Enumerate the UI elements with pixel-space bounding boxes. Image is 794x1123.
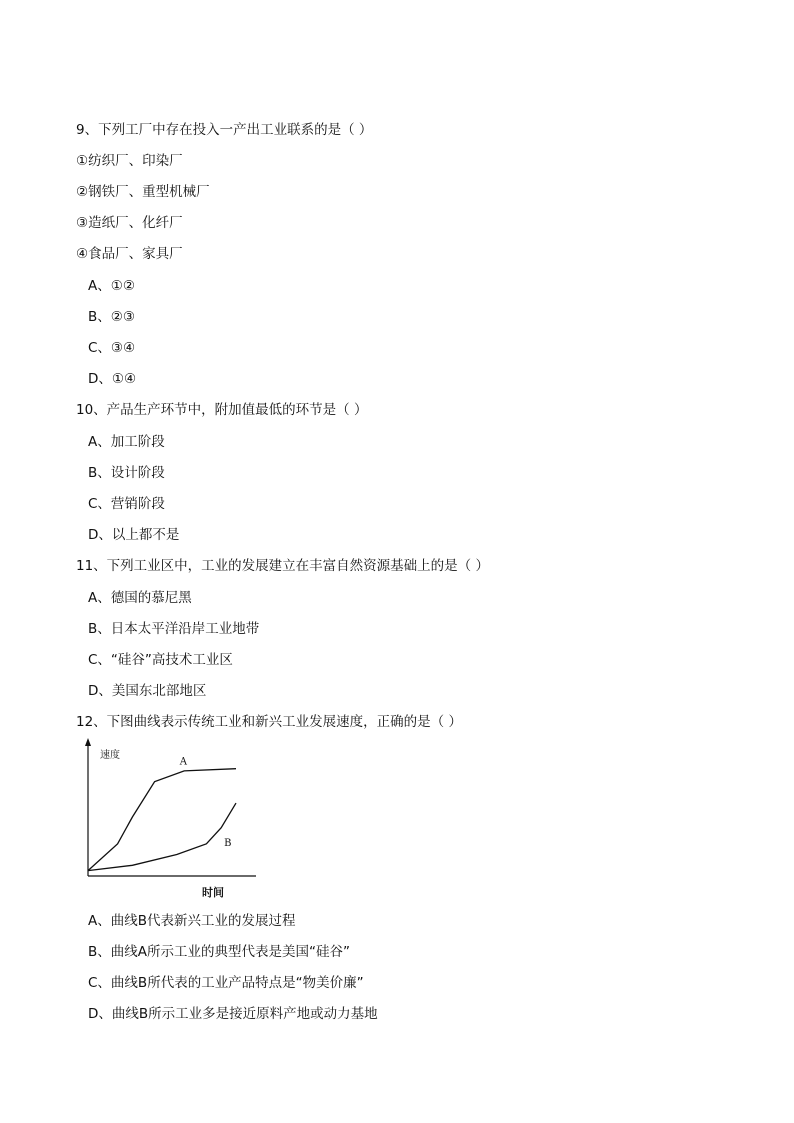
question-11-option-d: D、美国东北部地区 <box>88 683 207 699</box>
question-12-option-d: D、曲线B所示工业多是接近原料产地或动力基地 <box>88 1006 378 1022</box>
series-line-a <box>88 769 236 871</box>
question-12-option-b: B、曲线A所示工业的典型代表是美国“硅谷” <box>88 944 350 960</box>
question-11-option-a: A、德国的慕尼黑 <box>88 590 192 606</box>
speed-time-chart <box>70 738 270 908</box>
question-9-option-a: A、①② <box>88 278 135 294</box>
question-12-stem: 12、下图曲线表示传统工业和新兴工业发展速度，正确的是（ ） <box>76 714 462 730</box>
question-9-stem: 9、下列工厂中存在投入一产出工业联系的是（ ） <box>76 122 373 138</box>
question-9-item-1: ①纺织厂、印染厂 <box>76 153 183 169</box>
question-9-option-c: C、③④ <box>88 340 136 356</box>
question-10-option-a: A、加工阶段 <box>88 434 165 450</box>
series-label-b: B <box>224 837 232 849</box>
question-12-option-c: C、曲线B所代表的工业产品特点是“物美价廉” <box>88 975 364 991</box>
question-9-item-4: ④食品厂、家具厂 <box>76 246 183 262</box>
y-axis-label: 速度 <box>100 750 120 761</box>
y-axis-arrow <box>85 738 91 746</box>
question-9-option-d: D、①④ <box>88 371 137 387</box>
question-9-item-3: ③造纸厂、化纤厂 <box>76 215 183 231</box>
question-10-option-b: B、设计阶段 <box>88 465 165 481</box>
series-label-a: A <box>179 756 187 768</box>
chart-series <box>88 769 236 871</box>
question-11-option-b: B、日本太平洋沿岸工业地带 <box>88 621 260 637</box>
question-9-item-2: ②钢铁厂、重型机械厂 <box>76 184 210 200</box>
question-10-stem: 10、产品生产环节中，附加值最低的环节是（ ） <box>76 402 368 418</box>
x-axis-label: 时间 <box>202 886 224 899</box>
question-9-option-b: B、②③ <box>88 309 135 325</box>
question-10-option-d: D、以上都不是 <box>88 527 180 543</box>
question-11-stem: 11、下列工业区中，工业的发展建立在丰富自然资源基础上的是（ ） <box>76 558 489 574</box>
question-10-option-c: C、营销阶段 <box>88 496 165 512</box>
series-line-b <box>88 803 236 871</box>
question-11-option-c: C、“硅谷”高技术工业区 <box>88 652 233 668</box>
question-12-option-a: A、曲线B代表新兴工业的发展过程 <box>88 913 296 929</box>
